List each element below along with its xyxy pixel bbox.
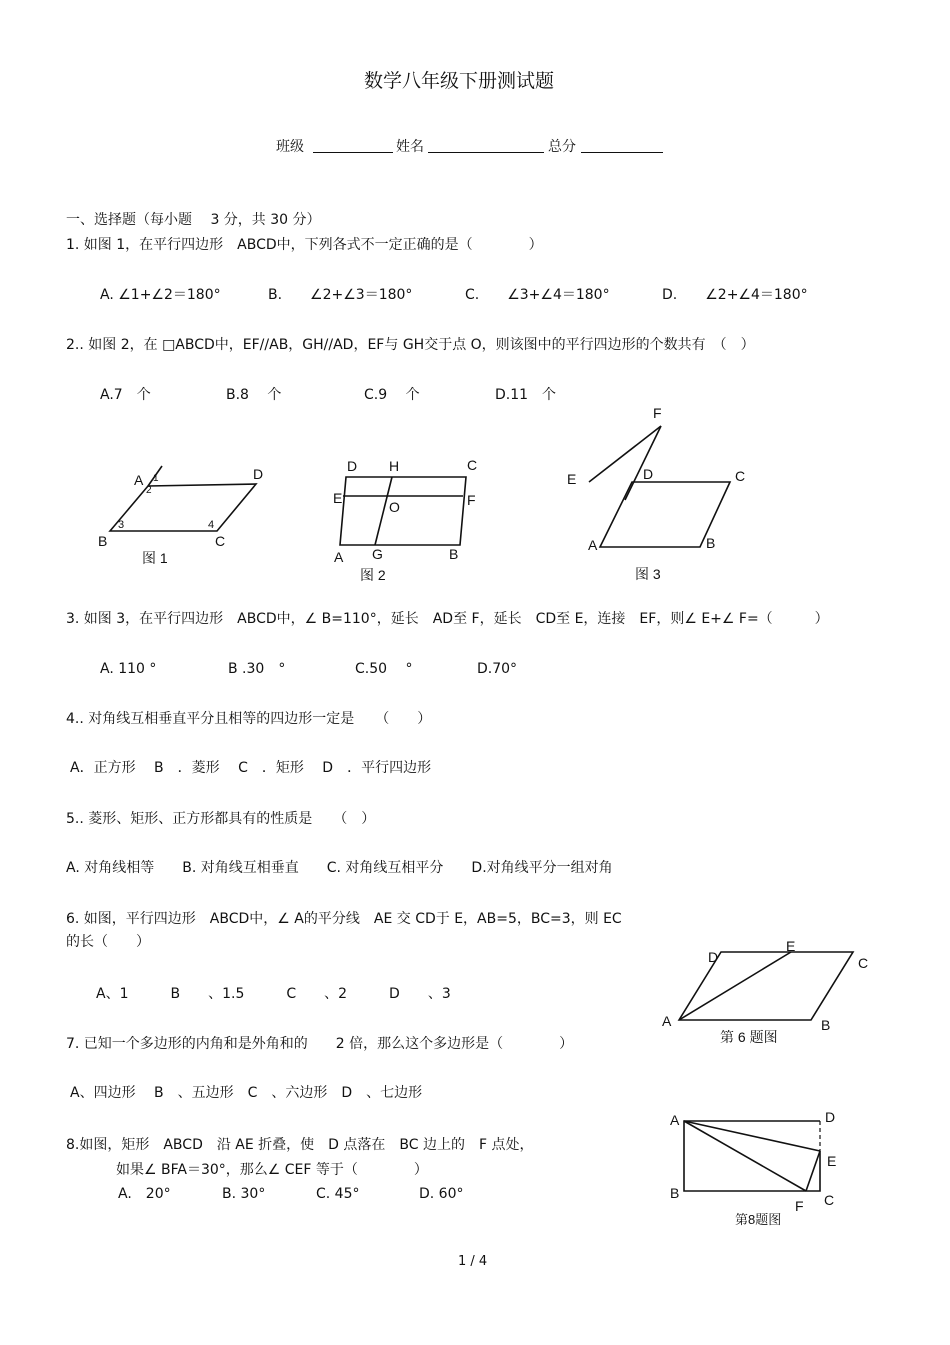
fig2-label-G: G (372, 546, 383, 562)
fig3-label-F: F (653, 405, 662, 421)
q3-option-b: B .30 ° (228, 661, 286, 677)
fig8-label-A: A (670, 1112, 680, 1128)
q8-stem-line2: 如果∠ BFA＝30°，那么∠ CEF 等于（ ） (116, 1162, 428, 1178)
q6-options: A、1 B 、1.5 C 、2 D 、3 (96, 986, 451, 1002)
fig1-label-3: 3 (118, 519, 125, 531)
fig3-label-E: E (567, 471, 577, 487)
fig1-label-1: 1 (153, 473, 159, 484)
q5-options: A. 对角线相等 B. 对角线互相垂直 C. 对角线互相平分 D.对角线平分一组对角 (66, 860, 613, 876)
fig6-caption: 第 6 题图 (720, 1029, 778, 1045)
figure-6 (655, 935, 880, 1050)
fig2-label-C: C (467, 457, 478, 473)
fig2-label-F: F (467, 492, 476, 508)
q8-option-d: D. 60° (419, 1186, 464, 1202)
fig2-caption: 图 2 (360, 567, 386, 583)
page-title: 数学八年级下册测试题 (364, 70, 555, 92)
q1-option-b: B. ∠2+∠3＝180° (268, 287, 413, 303)
fig2-label-E: E (333, 490, 343, 506)
q5-stem: 5.. 菱形、矩形、正方形都具有的性质是 （ ） (66, 811, 376, 827)
fig8-label-B: B (670, 1185, 680, 1201)
q6-stem: 6. 如图，平行四边形 ABCD中，∠ A的平分线 AE 交 CD于 E，AB=5，BC=3，则 EC (66, 911, 622, 927)
class-label: 班级 (276, 139, 304, 155)
q6-stem-line2: 的长（ ） (66, 934, 150, 950)
fig1-label-2: 2 (146, 485, 152, 496)
q4-options: A．正方形 B ．菱形 C ．矩形 D ．平行四边形 (70, 760, 432, 776)
q2-option-b: B.8 个 (226, 387, 282, 403)
q1-option-a: A. ∠1+∠2＝180° (100, 287, 221, 303)
fig6-label-C: C (858, 955, 869, 971)
q2-stem: 2.. 如图 2，在 □ABCD中，EF//AB，GH//AD，EF与 GH交于点 O，则该图中的平行四边形的个数共有 （ ） (66, 337, 755, 353)
class-blank[interactable] (313, 138, 393, 153)
figure-3 (560, 400, 760, 585)
fig1-label-C: C (215, 533, 226, 549)
q2-option-c: C.9 个 (364, 387, 420, 403)
fig6-label-D: D (708, 949, 719, 965)
q8-option-c: C. 45° (316, 1186, 360, 1202)
fig6-label-E: E (786, 938, 796, 954)
fig3-label-B: B (706, 535, 716, 551)
q8-option-b: B. 30° (222, 1186, 266, 1202)
fig2-label-D: D (347, 458, 358, 474)
fig8-label-F: F (795, 1198, 804, 1214)
section-heading: 一、选择题（每小题 3 分，共 30 分） (66, 212, 321, 228)
fig6-label-B: B (821, 1017, 831, 1033)
fig8-label-C: C (824, 1192, 835, 1208)
q7-stem: 7. 已知一个多边形的内角和是外角和的 2 倍，那么这个多边形是（ ） (66, 1036, 574, 1052)
name-blank[interactable] (428, 138, 544, 153)
figure-8 (660, 1105, 850, 1235)
name-label: 姓名 (396, 139, 424, 155)
fig1-label-4: 4 (208, 519, 215, 531)
fig2-label-O: O (389, 499, 400, 515)
fig8-caption: 第8题图 (735, 1212, 782, 1227)
q7-options: A、四边形 B 、五边形 C 、六边形 D 、七边形 (70, 1085, 423, 1101)
fig1-label-A: A (134, 472, 144, 488)
fig2-label-B: B (449, 546, 459, 562)
fig3-label-A: A (588, 537, 598, 553)
fig1-label-D: D (253, 466, 264, 482)
score-blank[interactable] (581, 138, 663, 153)
q8-option-a: A. 20° (118, 1186, 171, 1202)
fig3-label-C: C (735, 468, 746, 484)
figure-2 (330, 455, 490, 585)
q3-option-a: A. 110 ° (100, 661, 157, 677)
q1-stem: 1. 如图 1，在平行四边形 ABCD中，下列各式不一定正确的是（ ） (66, 237, 543, 253)
q4-stem: 4.. 对角线互相垂直平分且相等的四边形一定是 （ ） (66, 711, 432, 727)
fig3-label-D: D (643, 466, 654, 482)
q3-option-d: D.70° (477, 661, 518, 677)
q3-stem: 3. 如图 3，在平行四边形 ABCD中，∠ B=110°，延长 AD至 F，延长 CD至 E，连接 EF，则∠ E+∠ F=（ ） (66, 611, 829, 627)
fig2-label-H: H (389, 458, 400, 474)
q1-option-c: C. ∠3+∠4＝180° (465, 287, 610, 303)
fig1-caption: 图 1 (142, 550, 168, 566)
fig3-caption: 图 3 (635, 566, 661, 582)
q3-option-c: C.50 ° (355, 661, 413, 677)
page-number: 1 / 4 (458, 1254, 488, 1269)
fig1-label-B: B (98, 533, 108, 549)
fig2-label-A: A (334, 549, 344, 565)
q2-option-d: D.11 个 (495, 387, 557, 403)
score-label: 总分 (548, 139, 576, 155)
q8-stem: 8.如图，矩形 ABCD 沿 AE 折叠，使 D 点落在 BC 边上的 F 点处， (66, 1137, 534, 1153)
q1-option-d: D. ∠2+∠4＝180° (662, 287, 808, 303)
fig8-label-E: E (827, 1153, 837, 1169)
q2-option-a: A.7 个 (100, 387, 151, 403)
figure-1 (90, 460, 280, 575)
fig6-label-A: A (662, 1013, 672, 1029)
fig8-label-D: D (825, 1109, 836, 1125)
